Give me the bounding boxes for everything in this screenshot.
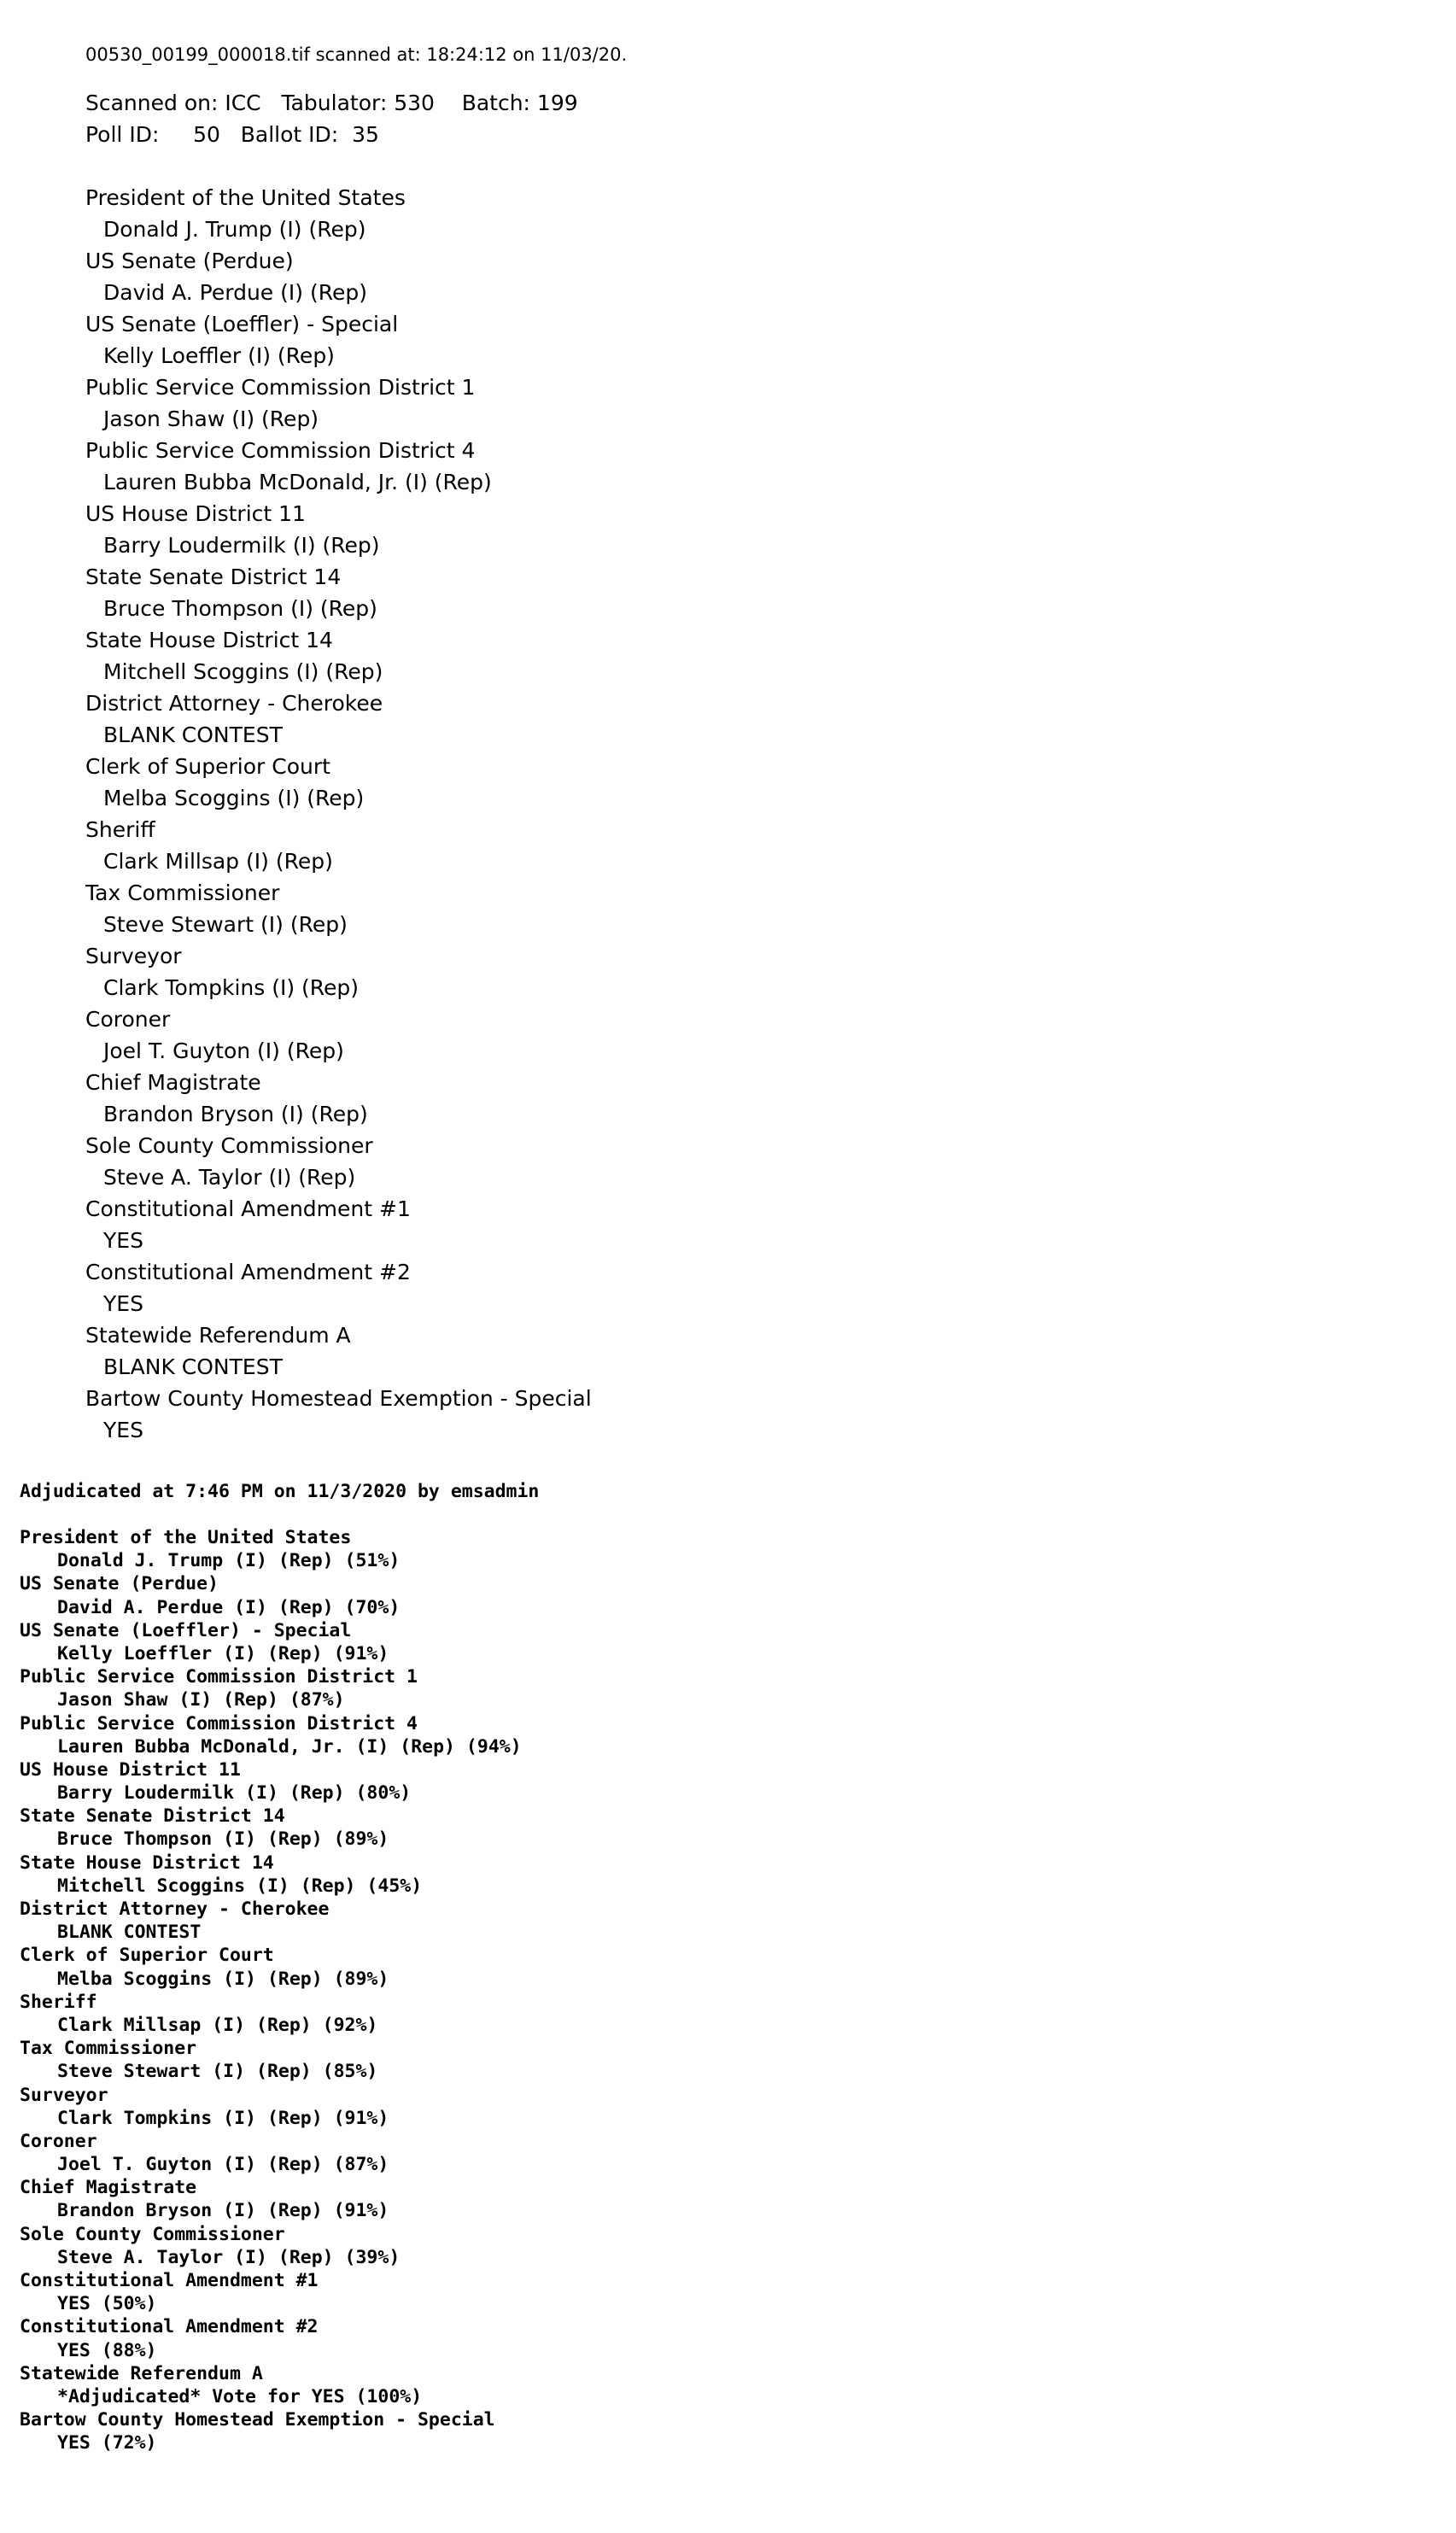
contest-title: State Senate District 14	[85, 565, 342, 589]
contest-block	[20, 1758, 1386, 1805]
contest-block	[85, 561, 1366, 624]
contest-selection: Jason Shaw (I) (Rep)	[103, 407, 319, 431]
contest-title: Clerk of Superior Court	[85, 754, 330, 779]
scan-info-line: Scanned on: ICC Tabulator: 530 Batch: 199	[85, 91, 578, 115]
scan-file-line: 00530_00199_000018.tif scanned at: 18:24:12 on 11/03/20.	[85, 44, 628, 65]
contest-selection: Bruce Thompson (I) (Rep) (89%)	[57, 1828, 389, 1851]
scanned-contest-list	[85, 182, 1366, 1446]
contest-block	[85, 814, 1366, 877]
contest-title: US Senate (Perdue)	[20, 1573, 219, 1595]
contest-selection: Jason Shaw (I) (Rep) (87%)	[57, 1689, 345, 1711]
contest-title: US Senate (Perdue)	[85, 249, 294, 273]
contest-title: Constitutional Amendment #2	[20, 2316, 319, 2338]
contest-selection: YES (50%)	[57, 2293, 157, 2315]
contest-selection: BLANK CONTEST	[103, 1354, 283, 1379]
contest-block	[20, 1665, 1386, 1711]
contest-title: Public Service Commission District 4	[85, 438, 476, 463]
contest-selection: Brandon Bryson (I) (Rep) (91%)	[57, 2200, 389, 2222]
contest-block	[20, 1526, 1386, 1572]
contest-block	[85, 245, 1366, 308]
contest-title: Bartow County Homestead Exemption - Special	[85, 1386, 592, 1411]
contest-selection: Steve Stewart (I) (Rep)	[103, 912, 348, 937]
contest-title: US Senate (Loeffler) - Special	[85, 312, 399, 336]
contest-selection: Barry Loudermilk (I) (Rep)	[103, 533, 380, 558]
contest-selection: BLANK CONTEST	[103, 722, 283, 747]
contest-block	[20, 1991, 1386, 2037]
contest-selection: Melba Scoggins (I) (Rep)	[103, 786, 365, 810]
contest-title: Coroner	[20, 2130, 97, 2152]
contest-block	[20, 1712, 1386, 1758]
contest-title: Sole County Commissioner	[85, 1133, 373, 1158]
contest-block	[20, 1572, 1386, 1618]
contest-selection: YES (72%)	[57, 2432, 157, 2454]
contest-block	[20, 2223, 1386, 2269]
contest-block	[20, 2408, 1386, 2454]
adjudicated-contest-list	[20, 1526, 1386, 2455]
contest-selection: Steve A. Taylor (I) (Rep) (39%)	[57, 2246, 401, 2268]
contest-title: US Senate (Loeffler) - Special	[20, 1619, 352, 1641]
contest-title: US House District 11	[20, 1758, 241, 1781]
contest-block	[85, 371, 1366, 435]
contest-title: Coroner	[85, 1007, 171, 1032]
contest-title: Public Service Commission District 4	[20, 1712, 418, 1734]
contest-block	[85, 624, 1366, 687]
contest-block	[20, 2176, 1386, 2222]
contest-title: President of the United States	[85, 185, 406, 210]
contest-selection: Mitchell Scoggins (I) (Rep)	[103, 659, 383, 684]
contest-title: Constitutional Amendment #1	[85, 1196, 411, 1221]
contest-block	[85, 1383, 1366, 1446]
contest-block	[20, 1851, 1386, 1898]
contest-selection: YES	[103, 1418, 143, 1442]
scan-section	[85, 38, 1366, 1446]
contest-selection: YES	[103, 1291, 143, 1316]
contest-selection: YES	[103, 1228, 143, 1253]
contest-title: State House District 14	[85, 628, 333, 652]
contest-block	[85, 877, 1366, 940]
contest-title: Surveyor	[20, 2084, 108, 2106]
contest-title: Statewide Referendum A	[85, 1323, 351, 1348]
contest-selection: Brandon Bryson (I) (Rep)	[103, 1102, 368, 1126]
contest-title: Chief Magistrate	[20, 2177, 197, 2199]
contest-block	[20, 2037, 1386, 2083]
contest-title: Statewide Referendum A	[20, 2362, 263, 2384]
contest-block	[20, 2362, 1386, 2408]
contest-title: Constitutional Amendment #2	[85, 1260, 411, 1284]
contest-selection: Kelly Loeffler (I) (Rep)	[103, 343, 335, 368]
contest-block	[85, 1130, 1366, 1193]
contest-selection: Bruce Thompson (I) (Rep)	[103, 596, 377, 621]
contest-selection: Melba Scoggins (I) (Rep) (89%)	[57, 1968, 389, 1990]
contest-title: Clerk of Superior Court	[20, 1945, 274, 1967]
contest-title: Sole County Commissioner	[20, 2223, 285, 2245]
contest-selection: Donald J. Trump (I) (Rep)	[103, 217, 366, 242]
contest-block	[85, 498, 1366, 561]
contest-title: Public Service Commission District 1	[20, 1666, 418, 1688]
contest-block	[85, 182, 1366, 245]
contest-block	[85, 751, 1366, 814]
contest-selection: Barry Loudermilk (I) (Rep) (80%)	[57, 1782, 412, 1805]
contest-block	[85, 308, 1366, 371]
contest-title: Tax Commissioner	[85, 880, 280, 905]
contest-title: President of the United States	[20, 1527, 352, 1548]
contest-title: State House District 14	[20, 1851, 274, 1874]
contest-selection: BLANK CONTEST	[57, 1922, 202, 1944]
contest-selection: Steve A. Taylor (I) (Rep)	[103, 1165, 356, 1190]
contest-title: Constitutional Amendment #1	[20, 2270, 319, 2291]
contest-block	[85, 1193, 1366, 1256]
adjudication-section	[20, 1480, 1386, 2455]
contest-selection: Clark Millsap (I) (Rep)	[103, 849, 333, 874]
poll-info-line: Poll ID: 50 Ballot ID: 35	[85, 122, 379, 147]
contest-selection: David A. Perdue (I) (Rep) (70%)	[57, 1596, 401, 1618]
contest-block	[85, 1067, 1366, 1130]
contest-selection: Joel T. Guyton (I) (Rep) (87%)	[57, 2154, 389, 2176]
contest-title: Bartow County Homestead Exemption - Special	[20, 2409, 495, 2431]
adjudication-header: Adjudicated at 7:46 PM on 11/3/2020 by emsadmin	[20, 1481, 540, 1502]
contest-selection: Lauren Bubba McDonald, Jr. (I) (Rep)	[103, 470, 492, 494]
contest-block	[85, 940, 1366, 1003]
spacer	[85, 150, 1366, 182]
contest-selection: YES (88%)	[57, 2339, 157, 2361]
contest-title: US House District 11	[85, 501, 306, 526]
contest-title: Sheriff	[20, 1991, 97, 2013]
contest-selection: Steve Stewart (I) (Rep) (85%)	[57, 2061, 378, 2083]
contest-selection: Lauren Bubba McDonald, Jr. (I) (Rep) (94%)	[57, 1735, 522, 1758]
contest-block	[20, 1619, 1386, 1665]
contest-block	[85, 1319, 1366, 1383]
contest-title: District Attorney - Cherokee	[20, 1898, 330, 1920]
contest-selection: Clark Tompkins (I) (Rep) (91%)	[57, 2107, 389, 2129]
contest-selection: Donald J. Trump (I) (Rep) (51%)	[57, 1550, 401, 1572]
contest-block	[85, 1003, 1366, 1067]
contest-title: District Attorney - Cherokee	[85, 691, 383, 716]
contest-selection: *Adjudicated* Vote for YES (100%)	[57, 2385, 423, 2407]
contest-block	[20, 1805, 1386, 1851]
contest-selection: Mitchell Scoggins (I) (Rep) (45%)	[57, 1875, 423, 1897]
contest-title: Public Service Commission District 1	[85, 375, 476, 400]
contest-block	[20, 1944, 1386, 1990]
contest-selection: Clark Tompkins (I) (Rep)	[103, 975, 360, 1000]
contest-title: Tax Commissioner	[20, 2038, 197, 2060]
contest-block	[85, 435, 1366, 498]
contest-block	[20, 2315, 1386, 2361]
contest-block	[20, 2269, 1386, 2315]
contest-block	[20, 1898, 1386, 1944]
contest-selection: Joel T. Guyton (I) (Rep)	[103, 1038, 344, 1063]
contest-selection: David A. Perdue (I) (Rep)	[103, 280, 367, 305]
contest-title: State Senate District 14	[20, 1805, 285, 1828]
contest-title: Surveyor	[85, 944, 182, 968]
contest-selection: Kelly Loeffler (I) (Rep) (91%)	[57, 1642, 389, 1664]
contest-block	[20, 2130, 1386, 2176]
contest-selection: Clark Millsap (I) (Rep) (92%)	[57, 2014, 378, 2036]
contest-block	[85, 1256, 1366, 1319]
contest-block	[20, 2084, 1386, 2130]
contest-title: Sheriff	[85, 817, 155, 842]
contest-title: Chief Magistrate	[85, 1070, 261, 1095]
contest-block	[85, 687, 1366, 751]
